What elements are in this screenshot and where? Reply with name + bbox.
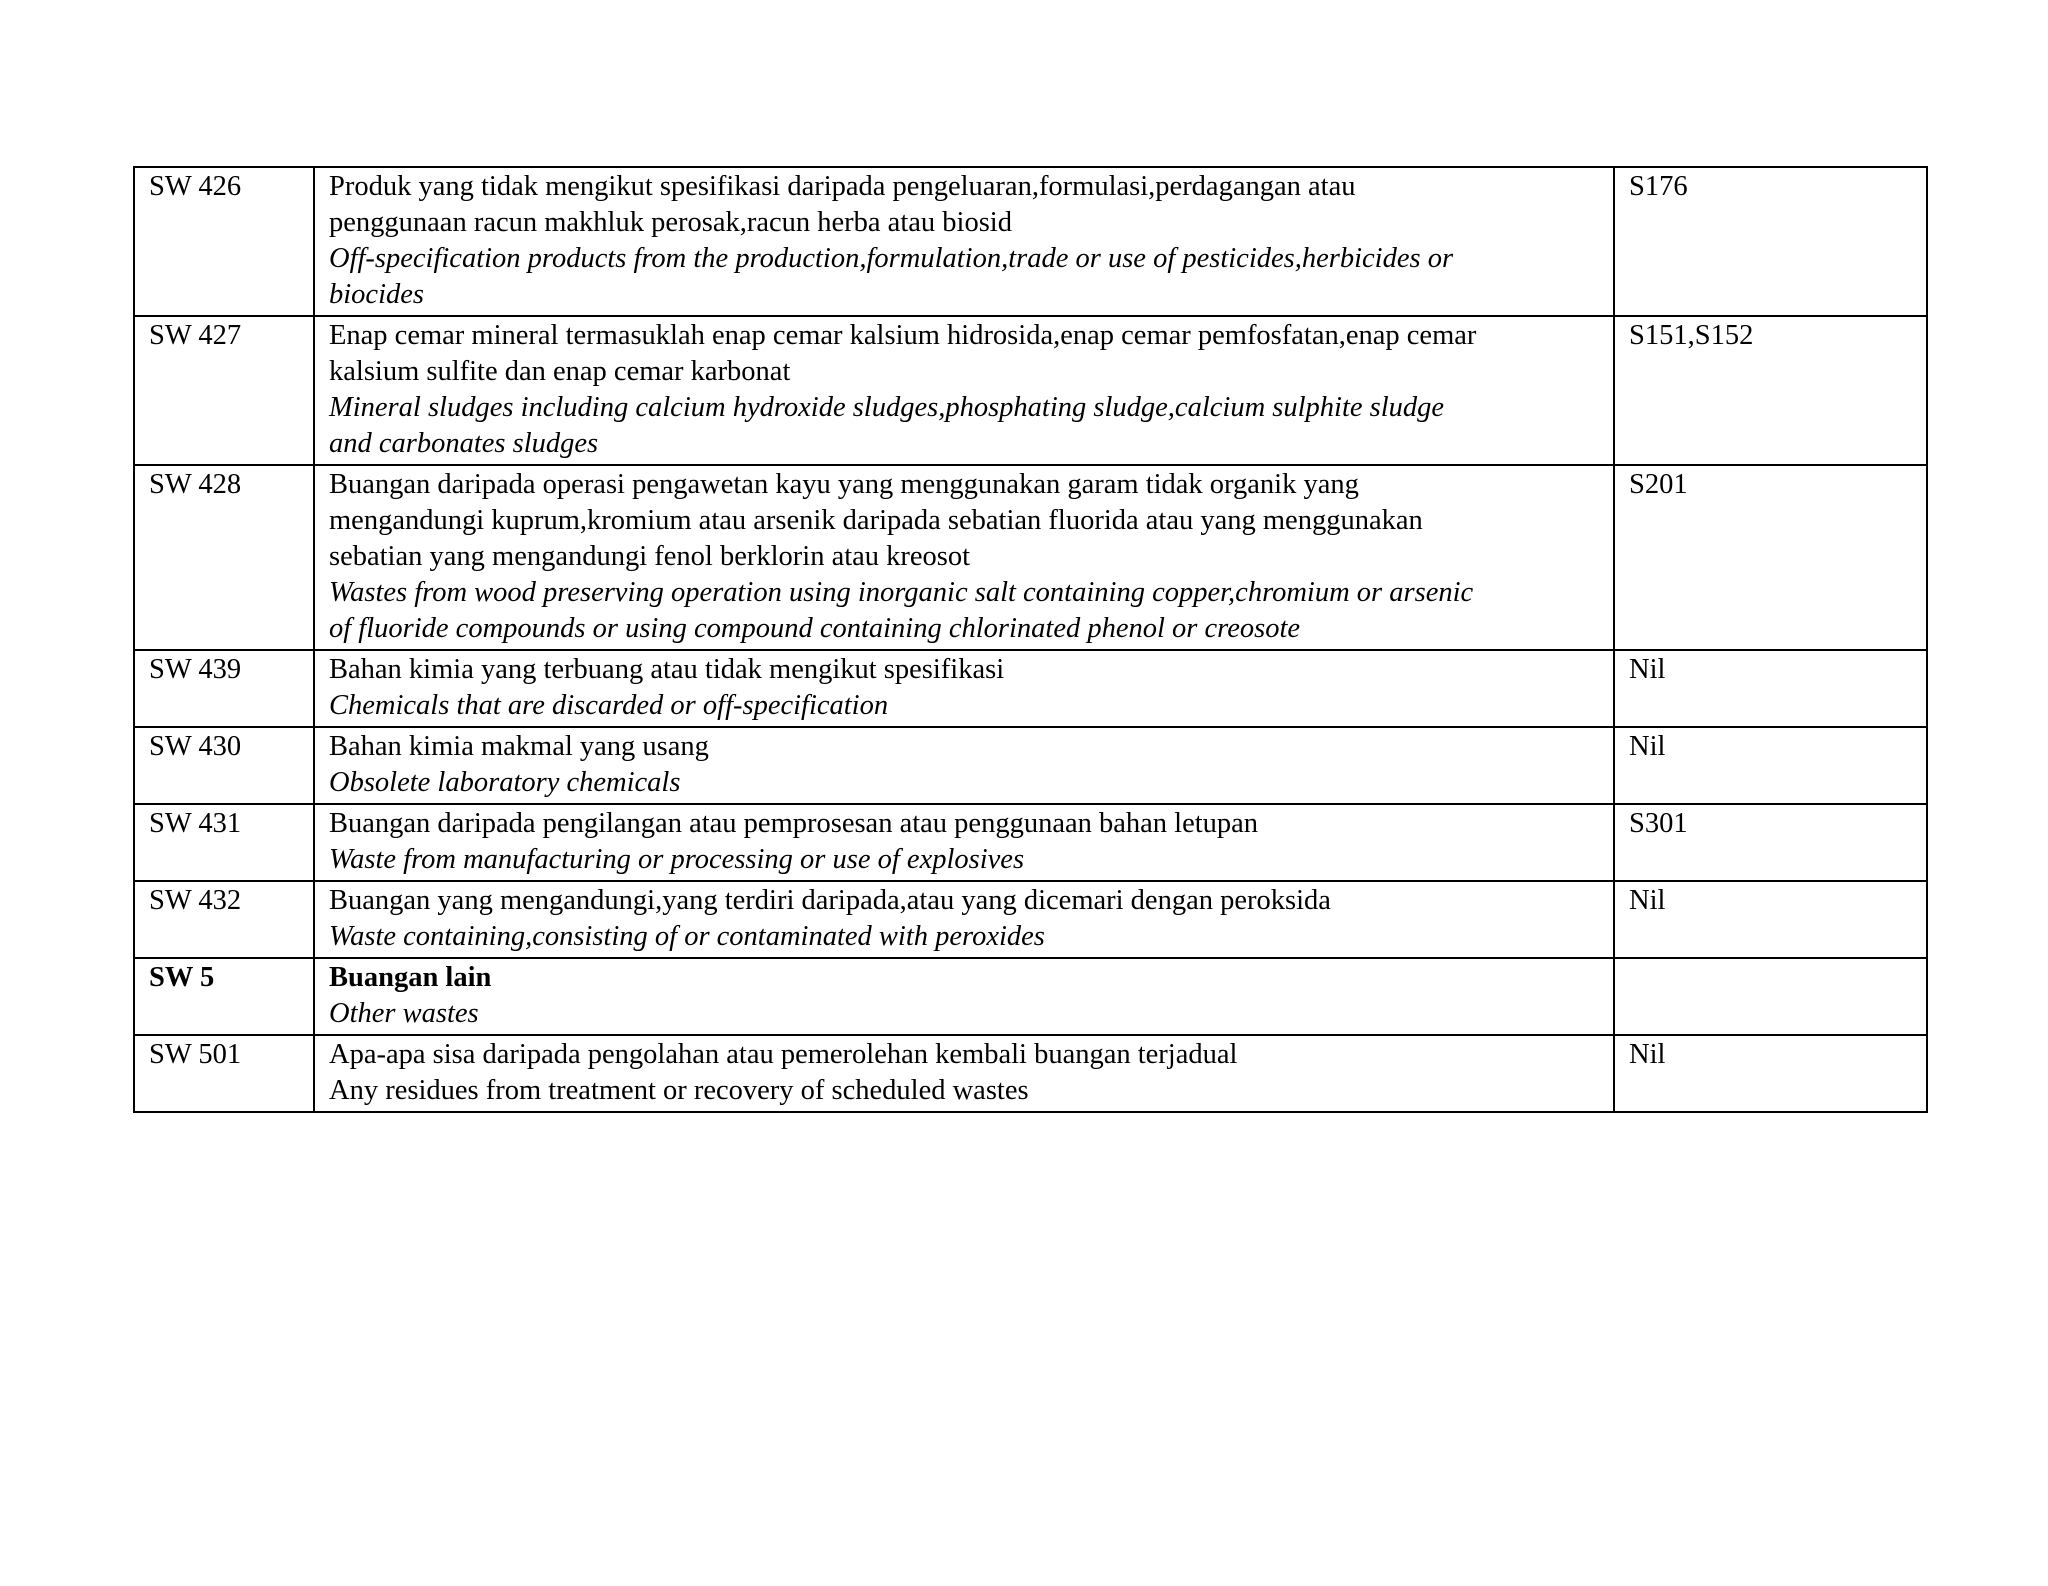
- reference-code: Nil: [1629, 654, 1666, 685]
- reference-cell: [1614, 1035, 1927, 1112]
- section-title-english: Other wastes: [329, 998, 479, 1029]
- reference-code: S201: [1629, 469, 1688, 500]
- description-malay: penggunaan racun makhluk perosak,racun herba atau biosid: [329, 207, 1012, 238]
- waste-code: SW 426: [149, 171, 242, 202]
- waste-code: SW 501: [149, 1039, 242, 1070]
- waste-code: SW 430: [149, 731, 242, 762]
- reference-code: Nil: [1629, 885, 1666, 916]
- description-malay: Bahan kimia makmal yang usang: [329, 731, 709, 762]
- waste-code-cell: [134, 650, 314, 727]
- description-english: Waste from manufacturing or processing or use of explosives: [329, 844, 1025, 875]
- waste-code: SW 432: [149, 885, 242, 916]
- description-english: Obsolete laboratory chemicals: [329, 767, 681, 798]
- waste-code-cell: [134, 727, 314, 804]
- description-english: Waste containing,consisting of or contaminated with peroxides: [329, 921, 1045, 952]
- table-row: [134, 1035, 1927, 1112]
- waste-code: SW 427: [149, 320, 242, 351]
- reference-code: S301: [1629, 808, 1688, 839]
- waste-description-cell: [314, 650, 1614, 727]
- waste-description-cell: [314, 1035, 1614, 1112]
- reference-cell: [1614, 316, 1927, 465]
- reference-cell: [1614, 727, 1927, 804]
- table-row: [134, 465, 1927, 650]
- reference-cell: [1614, 167, 1927, 316]
- table-row: [134, 804, 1927, 881]
- description-malay: mengandungi kuprum,kromium atau arsenik daripada sebatian fluorida atau yang menggunakan: [329, 505, 1423, 536]
- reference-cell: [1614, 881, 1927, 958]
- description-english: Wastes from wood preserving operation using inorganic salt containing copper,chromium or arsenic: [329, 577, 1474, 608]
- table-row: [134, 881, 1927, 958]
- section-row: [134, 958, 1927, 1035]
- table-row: [134, 316, 1927, 465]
- description-malay: Buangan daripada pengilangan atau pemprosesan atau penggunaan bahan letupan: [329, 808, 1259, 839]
- description-english: Mineral sludges including calcium hydroxide sludges,phosphating sludge,calcium sulphite sludge: [329, 392, 1445, 423]
- section-code: SW 5: [149, 962, 215, 993]
- scheduled-waste-table: [133, 166, 1928, 1113]
- reference-code: Nil: [1629, 731, 1666, 762]
- waste-description-cell: [314, 804, 1614, 881]
- waste-code-cell: [134, 804, 314, 881]
- description-malay: Buangan yang mengandungi,yang terdiri daripada,atau yang dicemari dengan peroksida: [329, 885, 1331, 916]
- description-english: Off-specification products from the production,formulation,trade or use of pesticides,herbicides or: [329, 243, 1454, 274]
- description-malay: Buangan daripada operasi pengawetan kayu yang menggunakan garam tidak organik yang: [329, 469, 1359, 500]
- description-english: of fluoride compounds or using compound containing chlorinated phenol or creosote: [329, 613, 1301, 644]
- table-row: [134, 167, 1927, 316]
- reference-cell: [1614, 804, 1927, 881]
- reference-cell: [1614, 958, 1927, 1035]
- reference-cell: [1614, 465, 1927, 650]
- description-malay: Produk yang tidak mengikut spesifikasi daripada pengeluaran,formulasi,perdagangan atau: [329, 171, 1356, 202]
- reference-cell: [1614, 650, 1927, 727]
- description-malay: kalsium sulfite dan enap cemar karbonat: [329, 356, 791, 387]
- waste-code: SW 431: [149, 808, 242, 839]
- reference-code: S176: [1629, 171, 1688, 202]
- description-malay: sebatian yang mengandungi fenol berklorin atau kreosot: [329, 541, 971, 572]
- section-title-malay: Buangan lain: [329, 962, 492, 993]
- reference-code: S151,S152: [1629, 320, 1754, 351]
- description-malay: Apa-apa sisa daripada pengolahan atau pemerolehan kembali buangan terjadual: [329, 1039, 1238, 1070]
- reference-code: Nil: [1629, 1039, 1666, 1070]
- waste-description-cell: [314, 881, 1614, 958]
- description-english: Chemicals that are discarded or off-specification: [329, 690, 889, 721]
- waste-description-cell: [314, 465, 1614, 650]
- waste-code-cell: [134, 465, 314, 650]
- waste-description-cell: [314, 727, 1614, 804]
- description-malay: Bahan kimia yang terbuang atau tidak mengikut spesifikasi: [329, 654, 1005, 685]
- waste-code: SW 439: [149, 654, 242, 685]
- table-row: [134, 727, 1927, 804]
- waste-code-cell: [134, 167, 314, 316]
- waste-code-cell: [134, 958, 314, 1035]
- waste-code: SW 428: [149, 469, 242, 500]
- waste-description-cell: [314, 316, 1614, 465]
- waste-description-cell: [314, 958, 1614, 1035]
- description-english: biocides: [329, 279, 424, 310]
- description-english: and carbonates sludges: [329, 428, 599, 459]
- waste-description-cell: [314, 167, 1614, 316]
- waste-code-cell: [134, 316, 314, 465]
- table-row: [134, 650, 1927, 727]
- description-english: Any residues from treatment or recovery of scheduled wastes: [329, 1075, 1029, 1106]
- waste-code-cell: [134, 881, 314, 958]
- waste-code-cell: [134, 1035, 314, 1112]
- description-malay: Enap cemar mineral termasuklah enap cemar kalsium hidrosida,enap cemar pemfosfatan,enap cemar: [329, 320, 1477, 351]
